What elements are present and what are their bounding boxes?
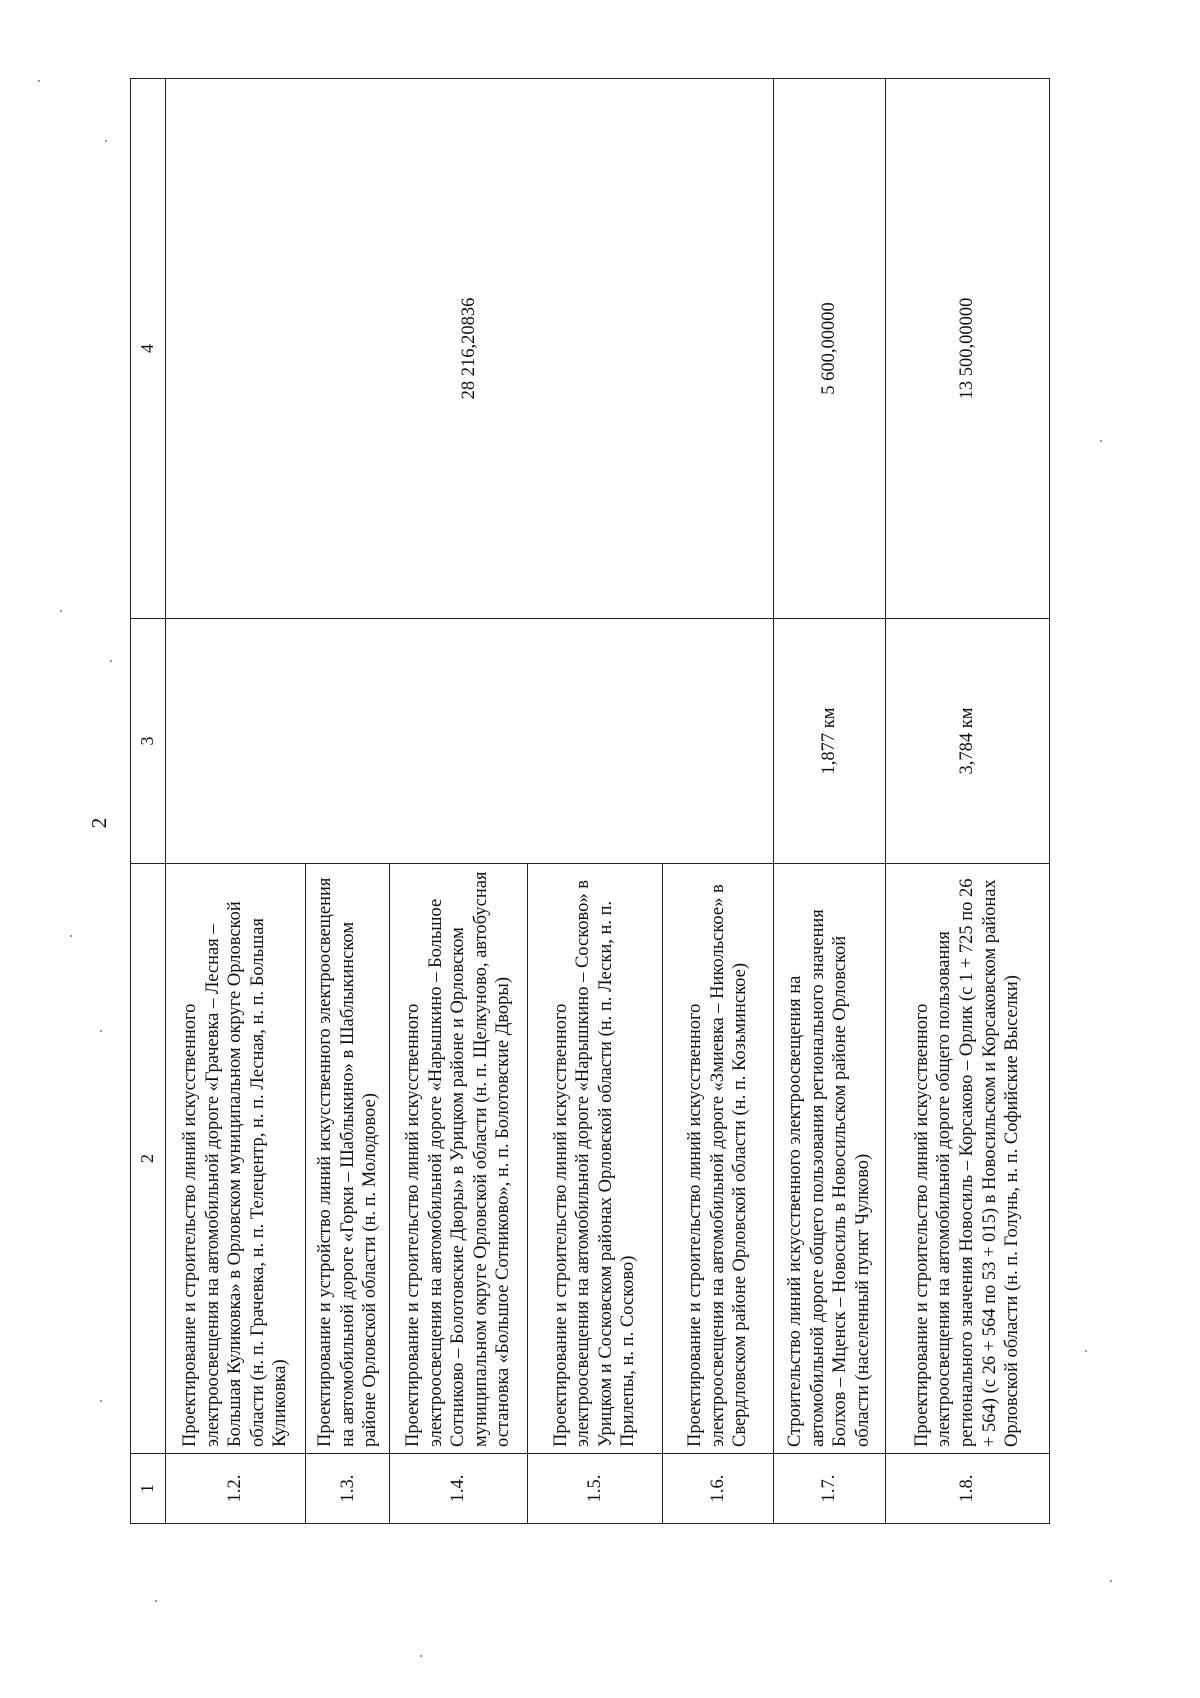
row-number: 1.7. — [774, 1454, 885, 1524]
row-number: 1.2. — [165, 1454, 306, 1524]
scan-speck — [1110, 1580, 1112, 1582]
scan-speck — [105, 140, 107, 142]
column-header-1: 1 — [131, 1454, 166, 1524]
row-description: Проектирование и устройство линий искусственного электроосвещения на автомобильной дороге «Горки – Шаблыкино» в Шаблыкинском районе Орловской области (н. п. Молодовое) — [306, 864, 390, 1454]
row-number: 1.6. — [662, 1454, 773, 1524]
scan-speck — [100, 1400, 102, 1402]
table-row — [165, 79, 306, 1524]
scan-speck — [110, 660, 112, 662]
works-table — [130, 78, 1050, 1524]
row-number: 1.5. — [527, 1454, 662, 1524]
header-row — [131, 79, 166, 1524]
row-cost: 13 500,00000 — [885, 79, 1049, 619]
row-description: Проектирование и строительство линий искусственного электроосвещения на автомобильной дороге «Змиевка – Никольское» в Свердловском районе Орловской области (н. п. Козьминское) — [662, 864, 773, 1454]
scan-speck — [155, 1600, 157, 1602]
row-number: 1.3. — [306, 1454, 390, 1524]
column-header-4: 4 — [131, 79, 166, 619]
row-description: Строительство линий искусственного электроосвещения на автомобильной дороге общего пользования регионального значения Болхов – Мценск – Новосиль в Новосильском районе Орловской области (населенный пункт Чулково) — [774, 864, 885, 1454]
row-number: 1.8. — [885, 1454, 1049, 1524]
scan-speck — [60, 610, 62, 612]
row-cost: 5 600,00000 — [774, 79, 885, 619]
scan-speck — [38, 80, 40, 82]
row-description: Проектирование и строительство линий искусственного электроосвещения на автомобильной дороге «Нарышкино – Большое Сотниково – Болотовские Дворы» в Урицком районе и Орловском муниципальном округе Орловской области (н. п. Щелкуново, автобусная остановка «Большое Сотниково», н. п. Болотовские Дворы) — [390, 864, 527, 1454]
column-header-2: 2 — [131, 864, 166, 1454]
row-length: 1,877 км — [774, 619, 885, 864]
rotated-table-container — [130, 79, 1050, 1524]
scan-speck — [70, 935, 72, 937]
table-row — [774, 79, 885, 1524]
scan-speck — [420, 1655, 422, 1657]
column-header-3: 3 — [131, 619, 166, 864]
row-description: Проектирование и строительство линий искусственного электроосвещения на автомобильной дороге «Нарышкино – Сосково» в Урицком и Сосковском районах Орловской области (н. п. Лески, н. п. Прилепы, н. п. Сосково) — [527, 864, 662, 1454]
row-description: Проектирование и строительство линий искусственного электроосвещения на автомобильной дороге общего пользования регионального значения Новосиль – Корсаково – Орлик (с 1 + 725 по 26 + 564) (с 26 + 564 по 53 + 015) в Новосильском и Корсаковском районах Орловской области (н. п. Голунь, н. п. Софийские Выселки) — [885, 864, 1049, 1454]
scan-speck — [1100, 440, 1102, 442]
scan-speck — [1085, 1350, 1087, 1352]
row-number: 1.4. — [390, 1454, 527, 1524]
group-cost-cell: 28 216,20836 — [165, 79, 774, 619]
page-number: 2 — [87, 817, 111, 829]
scan-speck — [100, 1030, 102, 1032]
table-row — [885, 79, 1049, 1524]
row-description: Проектирование и строительство линий искусственного электроосвещения на автомобильной дороге «Грачевка – Лесная – Большая Куликовка» в Орловском муниципальном округе Орловской области (н. п. Грачевка, н. п. Телецентр, н. п. Лесная, н. п. Большая Куликовка) — [165, 864, 306, 1454]
length-cell-empty — [165, 619, 774, 864]
row-length: 3,784 км — [885, 619, 1049, 864]
